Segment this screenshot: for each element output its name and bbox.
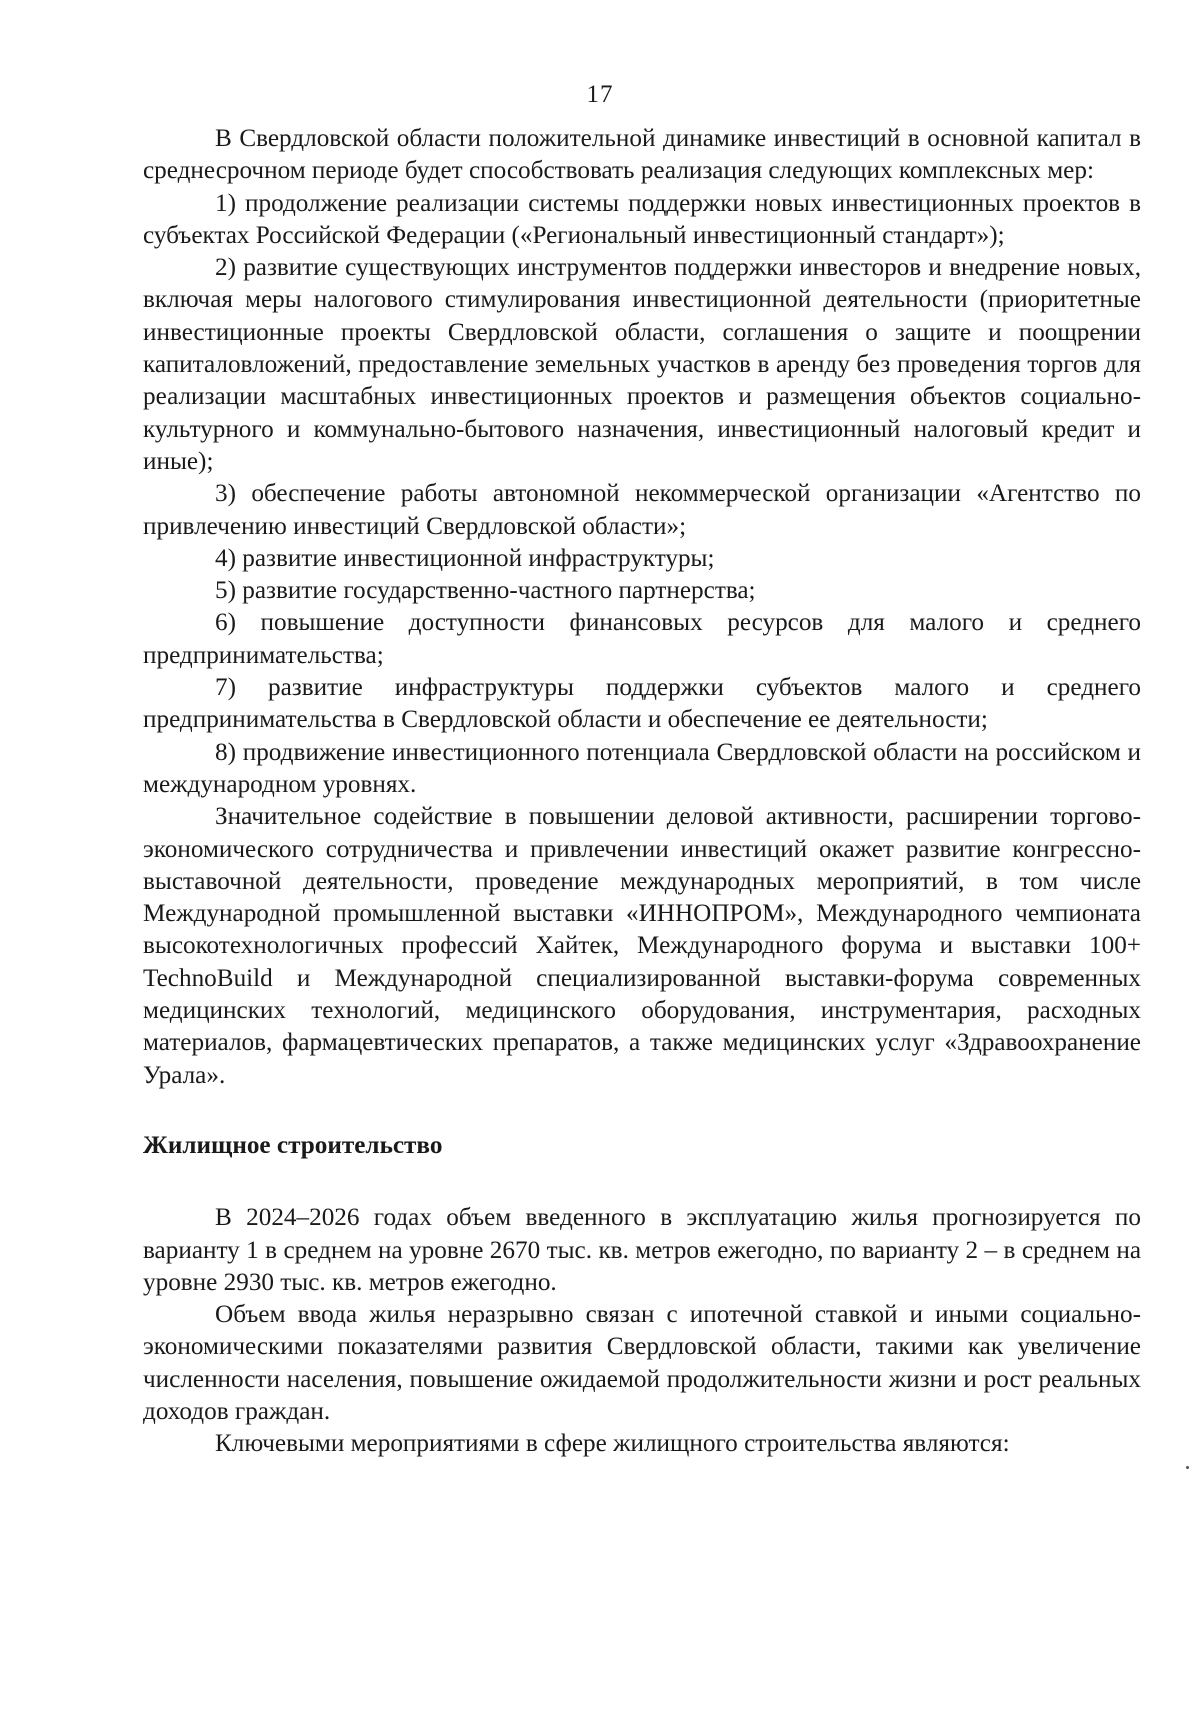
housing-factors-paragraph: Объем ввода жилья неразрывно связан с ипотечной ставкой и иными социально-экономическими показателями развития Свердловской области, такими как увеличение численности населения, повышение ожидаемой продолжительности жизни и рост реальных доходов граждан. <box>143 1301 1141 1425</box>
housing-measures-intro: Ключевыми мероприятиями в сфере жилищного строительства являются: <box>215 1430 1010 1458</box>
housing-forecast-paragraph: В 2024–2026 годах объем введенного в эксплуатацию жилья прогнозируется по варианту 1 в среднем на уровне 2670 тыс. кв. метров ежегодно, по варианту 2 – в среднем на уровне 2930 тыс. кв. метров ежегодно. <box>143 1204 1141 1296</box>
intro-paragraph: В Свердловской области положительной динамике инвестиций в основной капитал в среднесрочном периоде будет способствовать реализация следующих комплексных мер: <box>143 125 1141 185</box>
list-item-7: 7) развитие инфраструктуры поддержки субъектов малого и среднего предпринимательства в Свердловской области и обеспечение ее деятельности; <box>143 674 1141 734</box>
list-item-8: 8) продвижение инвестиционного потенциала Свердловской области на российском и международном уровнях. <box>143 738 1141 798</box>
page-number: 17 <box>586 81 614 108</box>
list-item-6: 6) повышение доступности финансовых ресурсов для малого и среднего предпринимательства; <box>143 609 1141 669</box>
section-heading: Жилищное строительство <box>143 1131 443 1159</box>
document-body <box>143 123 1141 1461</box>
list-item-1: 1) продолжение реализации системы поддержки новых инвестиционных проектов в субъектах Российской Федерации («Региональный инвестиционный стандарт»); <box>143 189 1141 249</box>
list-item-5: 5) развитие государственно-частного партнерства; <box>215 577 756 605</box>
scan-speck <box>1186 1466 1189 1469</box>
list-item-2: 2) развитие существующих инструментов поддержки инвесторов и внедрение новых, включая меры налогового стимулирования инвестиционной деятельности (приоритетные инвестиционные проекты Свердловской области, соглашения о защите и поощрении капиталовложений, предоставление земельных участков в аренду без проведения торгов для реализации масштабных инвестиционных проектов и размещения объектов социально-культурного и коммунально-бытового назначения, инвестиционный налоговый кредит и иные); <box>143 254 1141 475</box>
exhibition-paragraph: Значительное содействие в повышении деловой активности, расширении торгово-экономического сотрудничества и привлечении инвестиций окажет развитие конгрессно-выставочной деятельности, проведение международных мероприятий, в том числе Международной промышленной выставки «ИННОПРОМ», Международного чемпионата высокотехнологичных профессий Хайтек, Международного форума и выставки 100+ TechnoBuild и Международной специализированной выставки-форума современных медицинских технологий, медицинского оборудования, инструментария, расходных материалов, фармацевтических препаратов, а также медицинских услуг «Здравоохранение Урала». <box>143 803 1141 1089</box>
list-item-4: 4) развитие инвестиционной инфраструктуры; <box>215 544 715 572</box>
list-item-3: 3) обеспечение работы автономной некоммерческой организации «Агентство по привлечению инвестиций Свердловской области»; <box>143 480 1141 540</box>
